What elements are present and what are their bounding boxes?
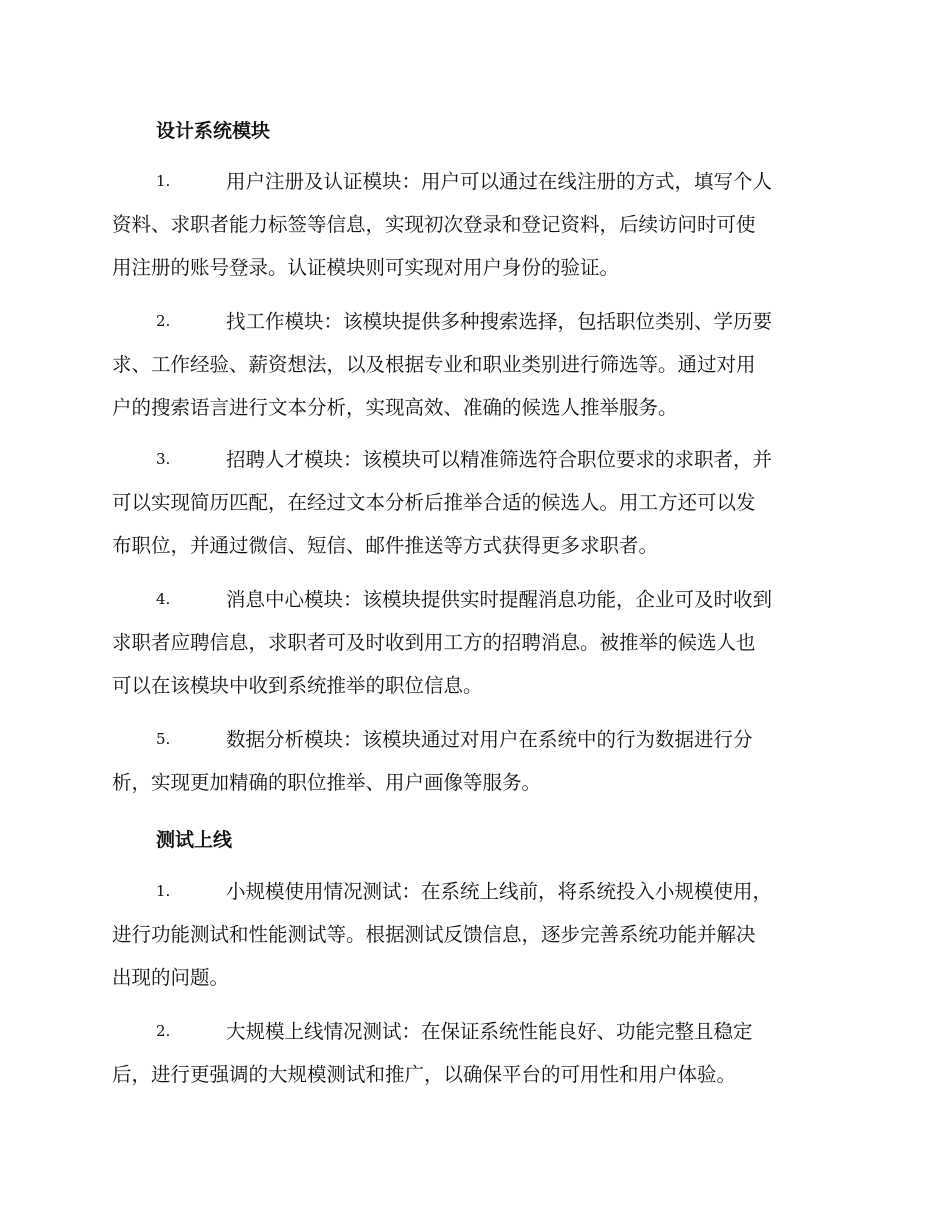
list-number: 2. — [156, 312, 171, 330]
text-line: 进行功能测试和性能测试等。根据测试反馈信息，逐步完善系统功能并解决 — [112, 923, 756, 946]
text-line: 析，实现更加精确的职位推举、用户画像等服务。 — [112, 771, 542, 794]
list-number: 2. — [156, 1022, 171, 1040]
list-item — [112, 160, 838, 289]
text-line: 可以实现简历匹配，在经过文本分析后推举合适的候选人。用工方还可以发 — [112, 491, 756, 514]
text-line: 布职位，并通过微信、短信、邮件推送等方式获得更多求职者。 — [112, 534, 659, 557]
list-number: 1. — [156, 172, 171, 190]
list-number: 5. — [156, 730, 171, 748]
text-line: 数据分析模块：该模块通过对用户在系统中的行为数据进行分 — [226, 728, 753, 751]
list-item — [112, 438, 838, 567]
text-line: 用户注册及认证模块：用户可以通过在线注册的方式，填写个人 — [226, 170, 773, 193]
section-heading: 测试上线 — [156, 829, 233, 851]
list-item — [112, 870, 838, 999]
text-line: 小规模使用情况测试：在系统上线前，将系统投入小规模使用， — [226, 880, 773, 903]
text-line: 用注册的账号登录。认证模块则可实现对用户身份的验证。 — [112, 256, 620, 279]
list-item — [112, 578, 838, 707]
text-line: 找工作模块：该模块提供多种搜索选择，包括职位类别、学历要 — [226, 310, 773, 333]
text-line: 大规模上线情况测试：在保证系统性能良好、功能完整且稳定 — [226, 1020, 753, 1043]
text-line: 可以在该模块中收到系统推举的职位信息。 — [112, 674, 483, 697]
text-line: 招聘人才模块：该模块可以精准筛选符合职位要求的求职者，并 — [226, 448, 773, 471]
text-line: 求、工作经验、薪资想法，以及根据专业和职业类别进行筛选等。通过对用 — [112, 353, 756, 376]
text-line: 后，进行更强调的大规模测试和推广，以确保平台的可用性和用户体验。 — [112, 1063, 737, 1086]
list-number: 3. — [156, 450, 171, 468]
text-line: 户的搜索语言进行文本分析，实现高效、准确的候选人推举服务。 — [112, 396, 678, 419]
list-number: 4. — [156, 590, 171, 608]
text-line: 资料、求职者能力标签等信息，实现初次登录和登记资料，后续访问时可使 — [112, 213, 756, 236]
text-line: 出现的问题。 — [112, 966, 230, 989]
text-line: 求职者应聘信息，求职者可及时收到用工方的招聘消息。被推举的候选人也 — [112, 631, 756, 654]
text-line: 消息中心模块：该模块提供实时提醒消息功能，企业可及时收到 — [226, 588, 773, 611]
list-item — [112, 718, 838, 804]
section-heading: 设计系统模块 — [156, 120, 271, 142]
list-item — [112, 300, 838, 429]
list-number: 1. — [156, 882, 171, 900]
list-item — [112, 1010, 838, 1096]
